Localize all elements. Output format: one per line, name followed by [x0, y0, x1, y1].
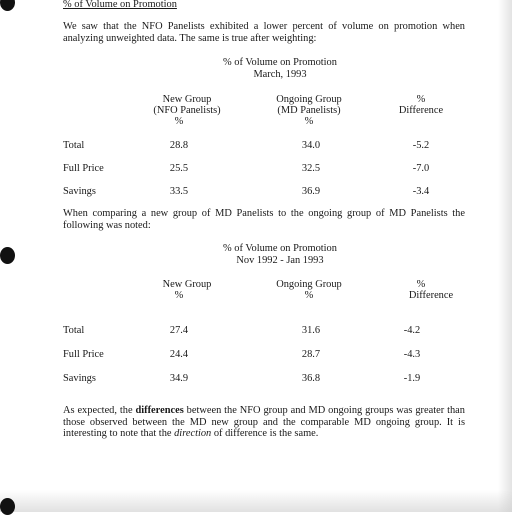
table1-col1-line1: New Group	[162, 94, 212, 105]
table2-col1-line2: %	[174, 290, 184, 301]
table1-row-label: Full Price	[63, 163, 104, 174]
table2-row-label: Savings	[63, 373, 96, 384]
table2-cell: 27.4	[169, 325, 189, 336]
table1-col1-line3: %	[174, 116, 184, 127]
punch-hole-middle	[0, 247, 15, 264]
table1-col2-line2: (MD Panelists)	[277, 105, 341, 116]
table2-row-label: Total	[63, 325, 85, 336]
table1-cell: 32.5	[301, 163, 321, 174]
emphasis-differences: differences	[135, 405, 184, 416]
table1-cell: 28.8	[169, 140, 189, 151]
closing-paragraph	[63, 405, 465, 440]
page-edge-shadow	[498, 0, 512, 512]
table2-cell: 28.7	[301, 349, 321, 360]
table2-cell: 36.8	[301, 373, 321, 384]
table2-cell: 24.4	[169, 349, 189, 360]
table1-col1-line2: (NFO Panelists)	[153, 105, 221, 116]
punch-hole-bottom	[0, 498, 15, 515]
closing-text: As expected, the	[63, 405, 136, 416]
table1-row-label: Total	[63, 140, 85, 151]
table1-col2-line3: %	[304, 116, 314, 127]
table1-cell: 36.9	[301, 186, 321, 197]
table1-cell: -5.2	[412, 140, 430, 151]
table1-title: % of Volume on Promotion	[223, 57, 337, 68]
section-heading: % of Volume on Promotion	[63, 0, 177, 10]
table1-cell: 25.5	[169, 163, 189, 174]
closing-text: between the NFO group and MD ongoing groups was greater than those observed between the MD new group and the comparable MD ongoing group. It is interesting to note that the	[63, 405, 465, 439]
table1-cell: 34.0	[301, 140, 321, 151]
comparison-paragraph: When comparing a new group of MD Panelists to the ongoing group of MD Panelists the following was noted:	[63, 208, 465, 231]
table1-col3-line2: Difference	[398, 105, 444, 116]
table1-col3-line1: %	[416, 94, 426, 105]
table2-col2-line2: %	[304, 290, 314, 301]
page-bottom-shadow	[0, 490, 512, 512]
table2-col1-line1: New Group	[162, 279, 212, 290]
closing-text: of difference is the same.	[211, 428, 319, 439]
table2-col3-line2: Difference	[408, 290, 454, 301]
table1-col2-line1: Ongoing Group	[276, 94, 342, 105]
table1-cell: -3.4	[412, 186, 430, 197]
table1-row-label: Savings	[63, 186, 96, 197]
table1-cell: 33.5	[169, 186, 189, 197]
table1-subtitle: March, 1993	[253, 69, 307, 80]
table2-cell: 34.9	[169, 373, 189, 384]
punch-hole-top	[0, 0, 15, 11]
intro-paragraph: We saw that the NFO Panelists exhibited a lower percent of volume on promotion when analyzing unweighted data. The same is true after weighting:	[63, 21, 465, 44]
emphasis-direction: direction	[174, 428, 212, 439]
table2-cell: -4.2	[403, 325, 421, 336]
table2-cell: -4.3	[403, 349, 421, 360]
table2-subtitle: Nov 1992 - Jan 1993	[236, 255, 324, 266]
table2-cell: -1.9	[403, 373, 421, 384]
table2-row-label: Full Price	[63, 349, 104, 360]
table2-col2-line1: Ongoing Group	[276, 279, 342, 290]
table2-title: % of Volume on Promotion	[223, 243, 337, 254]
table2-cell: 31.6	[301, 325, 321, 336]
table1-cell: -7.0	[412, 163, 430, 174]
table2-col3-line1: %	[416, 279, 426, 290]
